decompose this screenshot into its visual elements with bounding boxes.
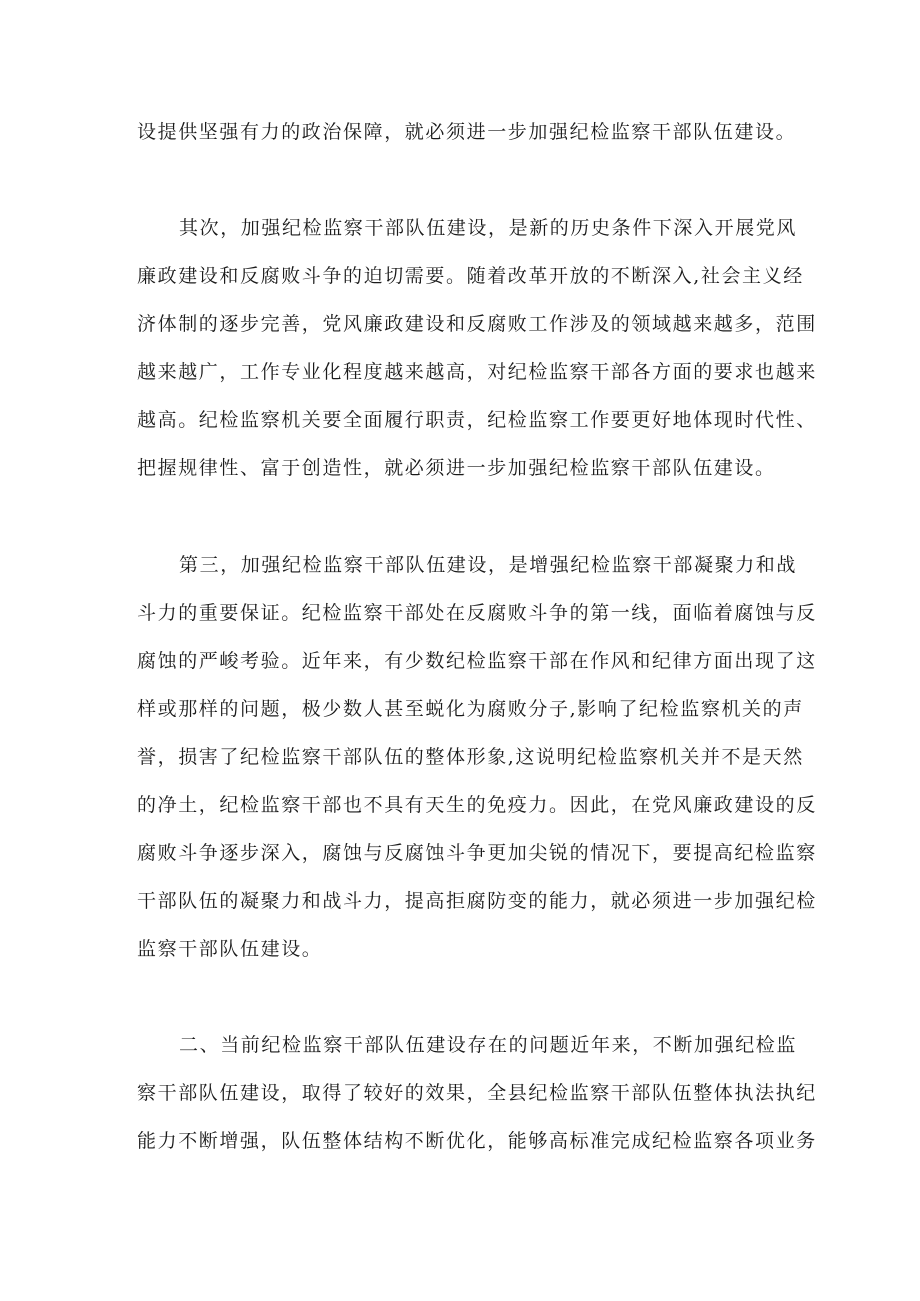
text-line: 廉政建设和反腐败斗争的迫切需要。随着改革开放的不断深入,社会主义经 <box>137 265 804 287</box>
text-line: 干部队伍的凝聚力和战斗力，提高拒腐防变的能力，就必须进一步加强纪检 <box>137 890 817 912</box>
text-line: 誉，损害了纪检监察干部队伍的整体形象,这说明纪检监察机关并不是天然 <box>137 746 804 768</box>
text-line: 斗力的重要保证。纪检监察干部处在反腐败斗争的第一线，面临着腐蚀与反 <box>137 602 817 624</box>
text-line: 监察干部队伍建设。 <box>137 938 323 960</box>
text-line: 越高。纪检监察机关要全面履行职责，纪检监察工作要更好地体现时代性、 <box>137 409 817 431</box>
text-line: 济体制的逐步完善，党风廉政建设和反腐败工作涉及的领域越来越多，范围 <box>137 313 817 335</box>
text-line: 样或那样的问题，极少数人甚至蜕化为腐败分子,影响了纪检监察机关的声 <box>137 698 804 720</box>
text-line: 二、当前纪检监察干部队伍建设存在的问题近年来，不断加强纪检监 <box>179 1034 798 1056</box>
text-line: 把握规律性、富于创造性，就必须进一步加强纪检监察干部队伍建设。 <box>137 457 776 479</box>
text-line: 越来越广，工作专业化程度越来越高，对纪检监察干部各方面的要求也越来 <box>137 361 817 383</box>
text-line: 能力不断增强，队伍整体结构不断优化，能够高标准完成纪检监察各项业务 <box>137 1130 817 1152</box>
text-line: 其次，加强纪检监察干部队伍建设，是新的历史条件下深入开展党风 <box>179 217 798 239</box>
text-line: 设提供坚强有力的政治保障，就必须进一步加强纪检监察干部队伍建设。 <box>137 121 797 143</box>
text-line: 察干部队伍建设，取得了较好的效果，全县纪检监察干部队伍整体执法执纪 <box>137 1082 817 1104</box>
text-line: 腐蚀的严峻考验。近年来，有少数纪检监察干部在作风和纪律方面出现了这 <box>137 650 817 672</box>
text-line: 第三，加强纪检监察干部队伍建设，是增强纪检监察干部凝聚力和战 <box>179 554 798 576</box>
text-line: 的净土，纪检监察干部也不具有天生的免疫力。因此，在党风廉政建设的反 <box>137 794 817 816</box>
text-line: 腐败斗争逐步深入，腐蚀与反腐蚀斗争更加尖锐的情况下，要提高纪检监察 <box>137 842 817 864</box>
